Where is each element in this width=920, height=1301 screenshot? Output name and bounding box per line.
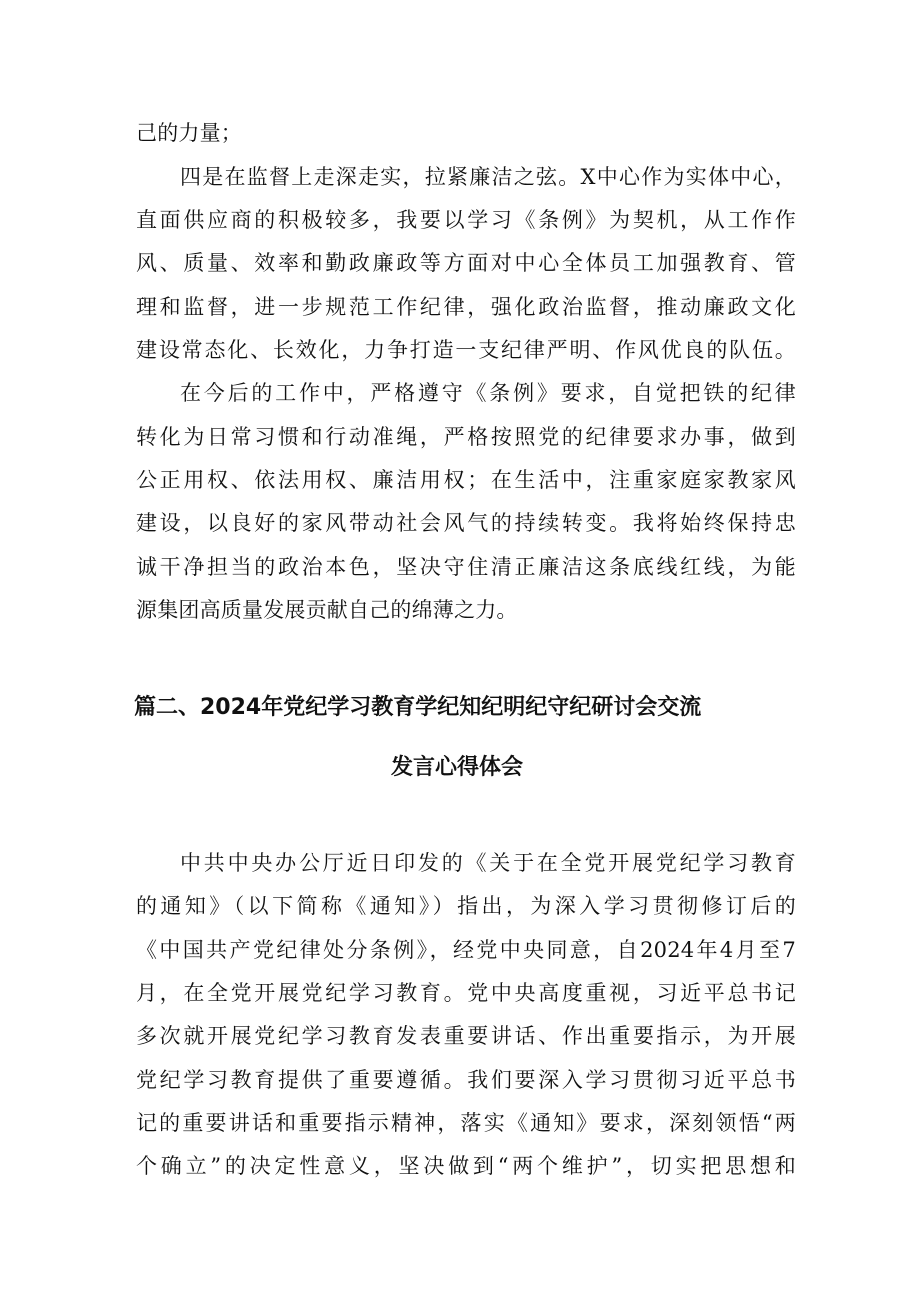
article-title-line1: 篇二、2024年党纪学习教育学纪知纪明纪守纪研讨会交流 bbox=[134, 695, 702, 720]
paragraph-line: 个确立”的决定性意义，坚决做到“两个维护”，切实把思想和 bbox=[136, 1154, 796, 1178]
paragraph-line: 记的重要讲话和重要指示精神，落实《通知》要求，深刻领悟“两 bbox=[136, 1111, 796, 1135]
paragraph-line: 源集团高质量发展贡献自己的绵薄之力。 bbox=[136, 598, 518, 622]
paragraph-line: 中共中央办公厅近日印发的《关于在全党开展党纪学习教育 bbox=[180, 851, 796, 875]
paragraph-line: 月，在全党开展党纪学习教育。党中央高度重视，习近平总书记 bbox=[136, 981, 796, 1005]
paragraph-line: 多次就开展党纪学习教育发表重要讲话、作出重要指示，为开展 bbox=[136, 1024, 796, 1048]
paragraph-line: 在今后的工作中，严格遵守《条例》要求，自觉把铁的纪律 bbox=[180, 381, 796, 405]
paragraph-line: 公正用权、依法用权、廉洁用权；在生活中，注重家庭家教家风 bbox=[136, 468, 796, 492]
paragraph-line: 己的力量； bbox=[136, 121, 242, 145]
paragraph-line: 理和监督，进一步规范工作纪律，强化政治监督，推动廉政文化 bbox=[136, 295, 796, 319]
paragraph-line: 直面供应商的积极较多，我要以学习《条例》为契机，从工作作 bbox=[136, 208, 796, 232]
paragraph-line: 党纪学习教育提供了重要遵循。我们要深入学习贯彻习近平总书 bbox=[136, 1068, 796, 1092]
paragraph-line: 转化为日常习惯和行动准绳，严格按照党的纪律要求办事，做到 bbox=[136, 425, 796, 449]
article-title-line2: 发言心得体会 bbox=[391, 755, 524, 780]
paragraph-line: 风、质量、效率和勤政廉政等方面对中心全体员工加强教育、管 bbox=[136, 251, 796, 275]
paragraph-line: 《中国共产党纪律处分条例》，经党中央同意，自2024年4月至7 bbox=[136, 938, 796, 962]
paragraph-line: 四是在监督上走深走实，拉紧廉洁之弦。X中心作为实体中心， bbox=[180, 165, 796, 189]
paragraph-line: 的通知》（以下简称《通知》）指出，为深入学习贯彻修订后的 bbox=[136, 894, 796, 918]
paragraph-line: 建设常态化、长效化，力争打造一支纪律严明、作风优良的队伍。 bbox=[136, 338, 796, 362]
paragraph-line: 诚干净担当的政治本色，坚决守住清正廉洁这条底线红线，为能 bbox=[136, 555, 796, 579]
paragraph-line: 建设，以良好的家风带动社会风气的持续转变。我将始终保持忠 bbox=[136, 511, 796, 535]
